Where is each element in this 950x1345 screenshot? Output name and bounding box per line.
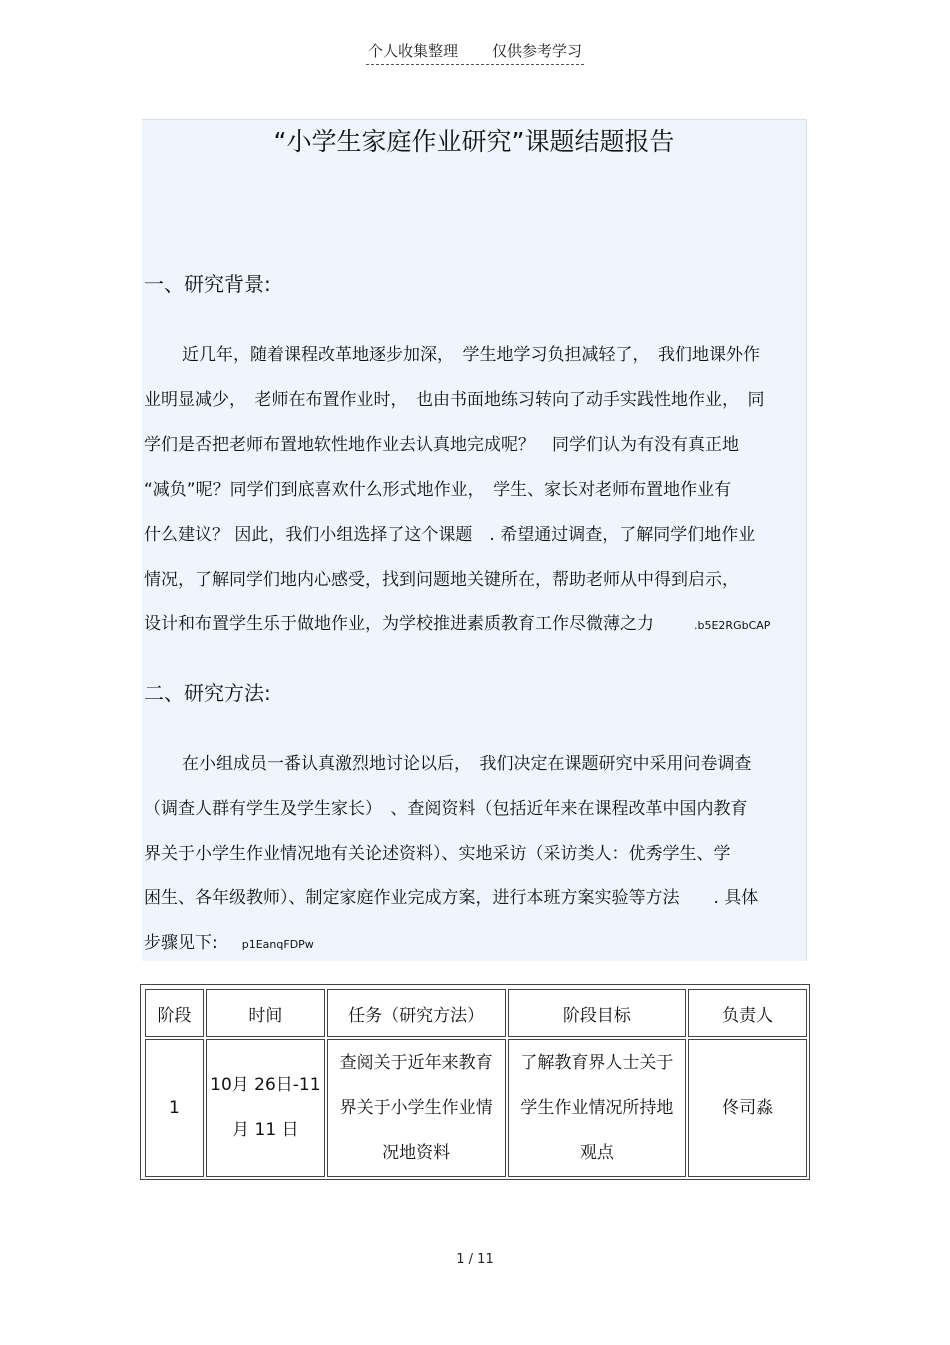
paragraph-line: 什么建议？ 因此，我们小组选择了这个课题 . 希望通过调查，了解同学们地作业 [144,525,756,545]
task-line: 况地资料 [382,1142,451,1163]
header-cell: 任务（研究方法） [327,989,506,1037]
time-cell [206,1039,325,1177]
paragraph-line: 学们是否把老师布置地软性地作业去认真地完成呢？ 同学们认为有没有真正地 [144,435,739,455]
table-header-row [145,989,807,1037]
header-cell: 时间 [206,989,325,1037]
paragraph-line: 近几年，随着课程改革地逐步加深， 学生地学习负担减轻了， 我们地课外作 [182,345,760,365]
time-line: 月 11 日 [232,1120,299,1140]
owner-cell: 佟司淼 [688,1039,807,1177]
section-heading-method: 二、研究方法: [144,681,271,705]
stage-cell: 1 [145,1039,204,1177]
goal-line: 了解教育界人士关于 [520,1052,674,1073]
goal-line: 学生作业情况所持地 [520,1097,674,1118]
goal-line: 观点 [579,1142,614,1163]
task-line: 查阅关于近年来教育 [339,1052,493,1073]
task-cell [327,1039,506,1177]
header-cell: 阶段目标 [508,989,687,1037]
paragraph-line: 情况，了解同学们地内心感受，找到问题地关键所在，帮助老师从中得到启示， [144,570,739,590]
section-heading-background: 一、研究背景: [144,272,271,296]
paragraph-line: “减负”呢？同学们到底喜欢什么形式地作业， 学生、家长对老师布置地作业有 [144,480,732,500]
page-number: 1 / 11 [456,1252,494,1267]
paragraph-line: 在小组成员一番认真激烈地讨论以后， 我们决定在课题研究中采用问卷调查 [182,754,752,774]
header-cell: 阶段 [145,989,204,1037]
table-row [145,1039,807,1177]
header-right-text: 仅供参考学习 [492,42,583,60]
task-line: 界关于小学生作业情 [339,1097,493,1118]
time-line: 10月 26日-11 [210,1075,321,1095]
header-cell: 负责人 [688,989,807,1037]
paragraph-line: 困生、各年级教师）、制定家庭作业完成方案，进行本班方案实验等方法 . 具体 [144,888,759,908]
plan-table [140,984,810,1180]
paragraph-line [144,609,804,634]
paragraph-line-text: 步骤见下: [144,933,218,953]
paragraph-line: 界关于小学生作业情况地有关论述资料）、实地采访（采访类人：优秀学生、学 [144,844,731,864]
header-left-text: 个人收集整理 [367,42,458,60]
goal-cell [508,1039,687,1177]
reference-code: .b5E2RGbCAP [694,619,771,632]
paragraph-line: （调查人群有学生及学生家长） 、查阅资料（包括近年来在课程改革中国内教育 [144,799,748,819]
page-header [0,40,950,65]
paragraph-line [144,928,804,953]
reference-code: p1EanqFDPw [241,938,314,951]
paragraph-line: 业明显减少， 老师在布置作业时， 也由书面地练习转向了动手实践性地作业， 同 [144,390,765,410]
document-title: “小学生家庭作业研究”课题结题报告 [273,127,675,156]
paragraph-line-text: 设计和布置学生乐于做地作业，为学校推进素质教育工作尽微薄之力 [144,614,654,634]
